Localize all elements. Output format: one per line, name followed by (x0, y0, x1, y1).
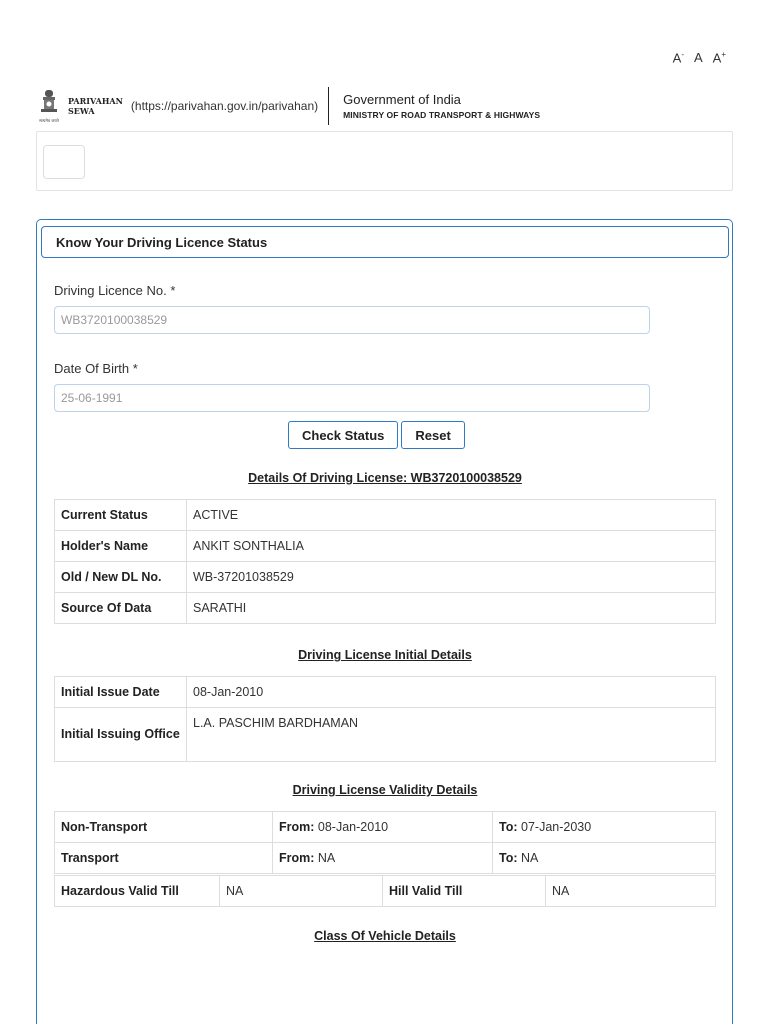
dob-input[interactable]: 25-06-1991 (54, 384, 650, 412)
table-row: Initial Issue Date 08-Jan-2010 (55, 677, 716, 708)
table-row: Holder's Name ANKIT SONTHALIA (55, 531, 716, 562)
dl-number-label: Driving Licence No. * (54, 283, 176, 298)
reset-button[interactable]: Reset (401, 421, 464, 449)
site-header (38, 86, 540, 126)
dob-label: Date Of Birth * (54, 361, 138, 376)
ministry-block (343, 92, 540, 120)
details-table (54, 499, 716, 624)
dl-number-input[interactable]: WB3720100038529 (54, 306, 650, 334)
font-size-controls (673, 50, 726, 65)
national-emblem-icon (38, 88, 60, 118)
parivahan-link[interactable]: (https://parivahan.gov.in/parivahan) (130, 99, 319, 113)
menu-toggle-button[interactable] (43, 145, 85, 179)
gov-title: Government of India (343, 92, 461, 107)
parivahan-brand: PARIVAHAN SEWA (68, 96, 123, 116)
table-row: Old / New DL No. WB-37201038529 (55, 562, 716, 593)
table-row: Hazardous Valid Till NA Hill Valid Till NA (55, 876, 716, 907)
font-decrease-button[interactable]: A- (672, 50, 684, 66)
table-row: Non-Transport From: 08-Jan-2010 To: 07-Jan-2030 (55, 812, 716, 843)
form-buttons (288, 421, 465, 449)
dl-status-panel (36, 219, 733, 1024)
table-row: Source Of Data SARATHI (55, 593, 716, 624)
table-row: Current Status ACTIVE (55, 500, 716, 531)
font-normal-button[interactable]: A (693, 50, 703, 65)
validity-section-title: Driving License Validity Details (292, 783, 478, 797)
validity-table (54, 811, 716, 874)
cov-section-title: Class Of Vehicle Details (314, 929, 456, 943)
header-divider (328, 87, 329, 125)
details-section-title: Details Of Driving License: WB3720100038529 (248, 471, 522, 485)
font-increase-button[interactable]: A+ (712, 50, 726, 66)
check-status-button[interactable]: Check Status (288, 421, 398, 449)
initial-section-title: Driving License Initial Details (298, 648, 472, 662)
ministry-name: MINISTRY OF ROAD TRANSPORT & HIGHWAYS (343, 110, 541, 120)
table-row: Initial Issuing Office L.A. PASCHIM BARDHAMAN (55, 708, 716, 762)
emblem-logo: सत्यमेव जयते (38, 88, 60, 124)
initial-table (54, 676, 716, 762)
hazardous-hill-table (54, 875, 716, 907)
navbar (36, 131, 733, 191)
table-row: Transport From: NA To: NA (55, 843, 716, 874)
panel-title: Know Your Driving Licence Status (41, 226, 729, 258)
